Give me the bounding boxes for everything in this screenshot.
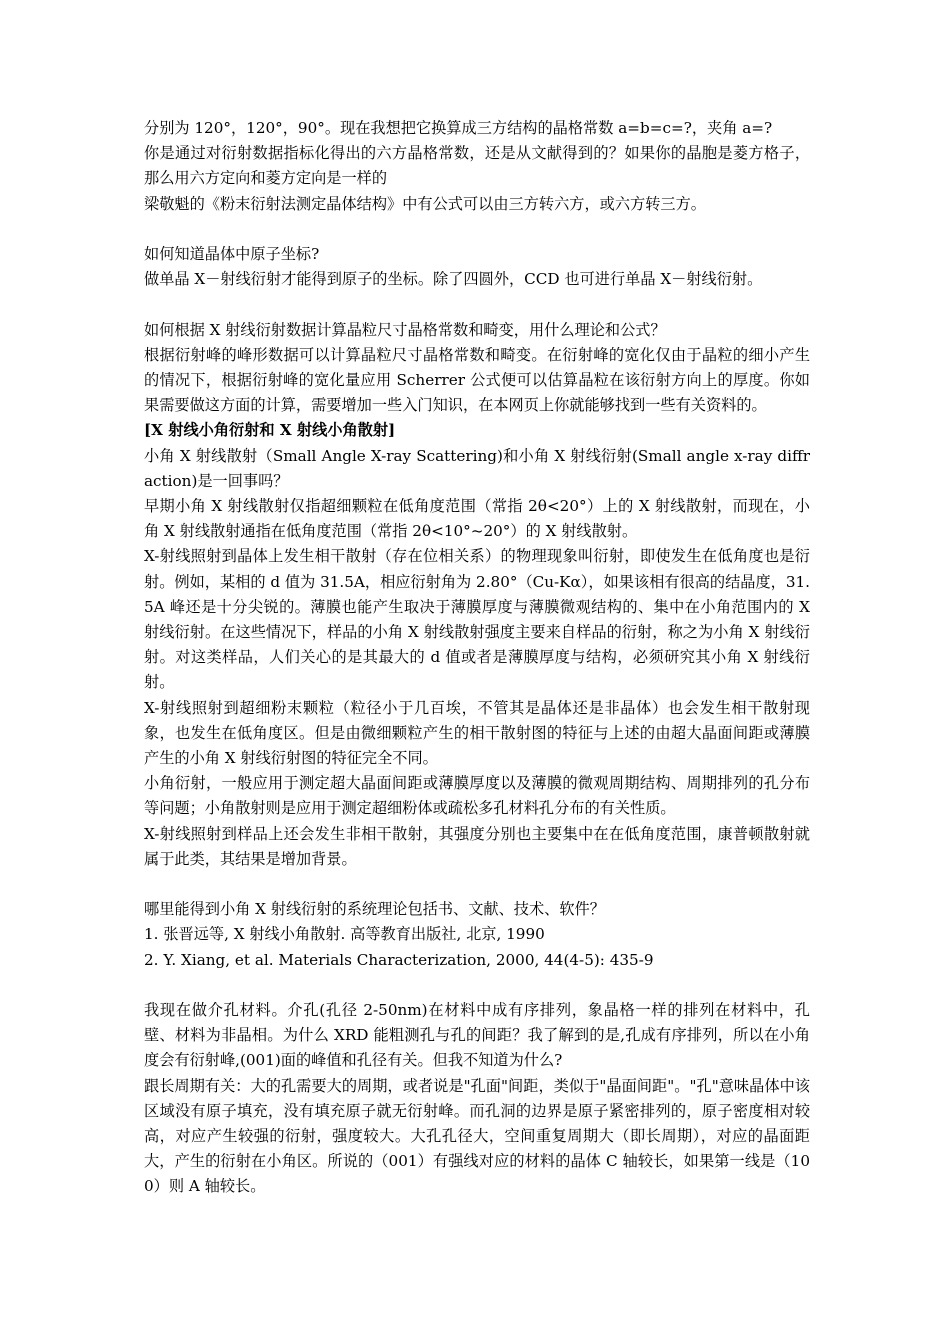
spacer [144,973,810,998]
paragraph-applications: 小角衍射，一般应用于测定超大晶面间距或薄膜厚度以及薄膜的微观周期结构、周期排列的孔分布等问题；小角散射则是应用于测定超细粉体或疏松多孔材料孔分布的有关性质。 [144,774,810,818]
reference-item-1: 1. 张晋远等, X 射线小角散射. 高等教育出版社, 北京, 1990 [144,925,545,944]
paragraph-atom-coord-question: 如何知道晶体中原子坐标? [144,245,320,263]
paragraph-diffraction-definition: X-射线照射到晶体上发生相干散射（存在位相关系）的物理现象叫衍射，即使发生在低角度也是衍射。例如，某相的 d 值为 31.5A，相应衍射角为 2.80°（Cu-Kα），如果该相有很高的结晶度，31.5A 峰还是十分尖锐的。薄膜也能产生取决于薄膜厚度与薄膜微观结构的、集中在小角范围内的 X 射线衍射。在这些情况下，样品的小角 X 射线散射强度主要来自样品的衍射，称之为小角 X 射线衍射。对这类样品，人们关心的是其最大的 d 值或者是薄膜厚度与结构，必须研究其小角 X 射线衍射。 [144,547,810,692]
paragraph-ultrafine-scattering: X-射线照射到超细粉末颗粒（粒径小于几百埃，不管其是晶体还是非晶体）也会发生相干散射现象，也发生在低角度区。但是由微细颗粒产生的相干散射图的特征与上述的由超大晶面间距或薄膜产生的小角 X 射线衍射图的特征完全不同。 [144,698,810,768]
paragraph-grain-size-question: 如何根据 X 射线衍射数据计算晶粒尺寸晶格常数和畸变，用什么理论和公式？ [144,320,666,339]
section-heading-small-angle: [X 射线小角衍射和 X 射线小角散射] [144,421,396,440]
paragraph-mesoporous-answer: 跟长周期有关：大的孔需要大的周期，或者说是"孔面"间距，类似于"晶面间距"。"孔"意味晶体中该区域没有原子填充，没有填充原子就无衍射峰。而孔洞的边界是原子紧密排列的，原子密度相对较高，对应产生较强的衍射，强度较大。大孔孔径大，空间重复周期大（即长周期），对应的晶面距大，产生的衍射在小角区。所说的（001）有强线对应的材料的晶体 C 轴较长，如果第一线是（100）则 A 轴较长。 [144,1076,810,1196]
paragraph-atom-coord-answer: 做单晶 X－射线衍射才能得到原子的坐标。除了四圆外，CCD 也可进行单晶 X－射线衍射。 [144,270,763,289]
document-page [144,116,810,1200]
paragraph-lattice-answer: 你是通过对衍射数据指标化得出的六方晶格常数，还是从文献得到的？如果你的晶胞是菱方格子，那么用六方定向和菱方定向是一样的 [144,144,810,188]
paragraph-grain-size-answer: 根据衍射峰的峰形数据可以计算晶粒尺寸晶格常数和畸变。在衍射峰的宽化仅由于晶粒的细小产生的情况下，根据衍射峰的宽化量应用 Scherrer 公式便可以估算晶粒在该衍射方向上的厚度。你如果需要做这方面的计算，需要增加一些入门知识，在本网页上你就能够找到一些有关资料的。 [144,345,810,415]
paragraph-lattice-question: 分别为 120°，120°，90°。现在我想把它换算成三方结构的晶格常数 a=b=c=?，夹角 a=? [144,119,773,137]
paragraph-references-question: 哪里能得到小角 X 射线衍射的系统理论包括书、文献、技术、软件？ [144,900,605,919]
spacer [144,292,810,317]
paragraph-incoherent-scattering: X-射线照射到样品上还会发生非相干散射，其强度分别也主要集中在在低角度范围，康普顿散射就属于此类，其结果是增加背景。 [144,824,810,868]
paragraph-saxs-question: 小角 X 射线散射（Small Angle X-ray Scattering)和小角 X 射线衍射(Small angle x-ray diffraction)是一回事吗？ [144,446,810,490]
paragraph-saxs-early: 早期小角 X 射线散射仅指超细颗粒在低角度范围（常指 2θ<20°）上的 X 射线散射，而现在，小角 X 射线散射通指在低角度范围（常指 2θ<10°~20°）的 X 射线散射。 [144,497,810,541]
paragraph-mesoporous-question: 我现在做介孔材料。介孔(孔径 2-50nm)在材料中成有序排列，象晶格一样的排列在材料中，孔壁、材料为非晶相。为什么 XRD 能粗测孔与孔的间距？我了解到的是,孔成有序排列，所以在小角度会有衍射峰,(001)面的峰值和孔径有关。但我不知道为什么? [144,1001,810,1070]
spacer [144,872,810,897]
spacer [144,217,810,242]
paragraph-lattice-reference: 梁敬魁的《粉末衍射法测定晶体结构》中有公式可以由三方转六方，或六方转三方。 [144,194,706,213]
reference-item-2: 2. Y. Xiang, et al. Materials Characterization, 2000, 44(4-5): 435-9 [144,950,654,969]
